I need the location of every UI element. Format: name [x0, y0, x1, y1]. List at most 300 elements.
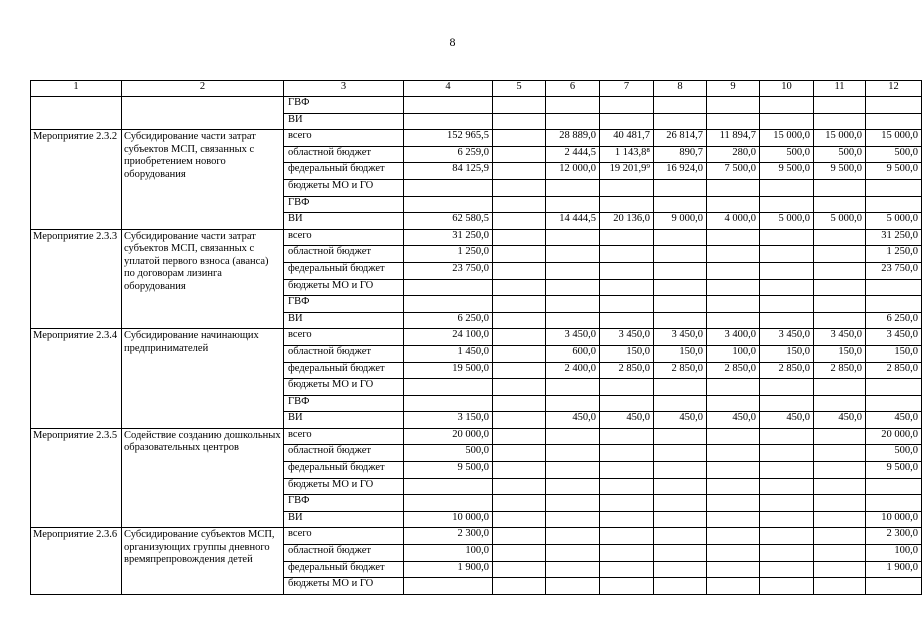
- event-description-cell: Субсидирование начинающих предпринимателей: [122, 329, 284, 429]
- amount-cell: [654, 262, 707, 279]
- amount-cell: [707, 462, 760, 479]
- funding-source-cell: всего: [284, 229, 404, 246]
- amount-cell: [493, 312, 546, 329]
- table-row: [31, 528, 922, 545]
- funding-source-cell: всего: [284, 329, 404, 346]
- funding-source-cell: федеральный бюджет: [284, 163, 404, 180]
- amount-cell: [546, 395, 600, 412]
- amount-cell: [866, 296, 922, 313]
- event-name-cell: Мероприятие 2.3.5: [31, 428, 122, 528]
- amount-cell: 100,0: [707, 345, 760, 362]
- funding-source-cell: федеральный бюджет: [284, 561, 404, 578]
- amount-cell: [600, 296, 654, 313]
- amount-cell: [600, 445, 654, 462]
- column-header: 7: [600, 81, 654, 97]
- amount-cell: [546, 511, 600, 528]
- amount-cell: [546, 478, 600, 495]
- amount-cell: [493, 130, 546, 147]
- amount-cell: 62 580,5: [404, 213, 493, 230]
- amount-cell: 600,0: [546, 345, 600, 362]
- amount-cell: 10 000,0: [866, 511, 922, 528]
- amount-cell: 500,0: [404, 445, 493, 462]
- amount-cell: [546, 279, 600, 296]
- amount-cell: 23 750,0: [404, 262, 493, 279]
- amount-cell: [654, 395, 707, 412]
- funding-source-cell: бюджеты МО и ГО: [284, 478, 404, 495]
- amount-cell: 3 450,0: [760, 329, 814, 346]
- event-description-cell: [122, 97, 284, 130]
- amount-cell: [760, 462, 814, 479]
- amount-cell: 7 500,0: [707, 163, 760, 180]
- amount-cell: [814, 462, 866, 479]
- amount-cell: [707, 179, 760, 196]
- amount-cell: [760, 445, 814, 462]
- funding-source-cell: ГВФ: [284, 395, 404, 412]
- amount-cell: [493, 113, 546, 130]
- column-header: 2: [122, 81, 284, 97]
- amount-cell: [760, 229, 814, 246]
- amount-cell: 84 125,9: [404, 163, 493, 180]
- amount-cell: [814, 578, 866, 595]
- amount-cell: [546, 179, 600, 196]
- amount-cell: 150,0: [600, 345, 654, 362]
- column-header: 6: [546, 81, 600, 97]
- amount-cell: [760, 379, 814, 396]
- amount-cell: 6 250,0: [866, 312, 922, 329]
- funding-source-cell: ВИ: [284, 213, 404, 230]
- amount-cell: [493, 511, 546, 528]
- amount-cell: [760, 312, 814, 329]
- amount-cell: [404, 179, 493, 196]
- amount-cell: [546, 262, 600, 279]
- amount-cell: [866, 395, 922, 412]
- funding-source-cell: всего: [284, 130, 404, 147]
- amount-cell: [707, 545, 760, 562]
- amount-cell: [493, 561, 546, 578]
- amount-cell: [600, 262, 654, 279]
- amount-cell: [600, 545, 654, 562]
- funding-source-cell: ВИ: [284, 511, 404, 528]
- funding-source-cell: бюджеты МО и ГО: [284, 179, 404, 196]
- amount-cell: [760, 179, 814, 196]
- amount-cell: [654, 511, 707, 528]
- amount-cell: [600, 495, 654, 512]
- amount-cell: 280,0: [707, 146, 760, 163]
- amount-cell: 4 000,0: [707, 213, 760, 230]
- amount-cell: 3 450,0: [814, 329, 866, 346]
- amount-cell: [760, 428, 814, 445]
- amount-cell: 40 481,7: [600, 130, 654, 147]
- amount-cell: 15 000,0: [814, 130, 866, 147]
- amount-cell: [546, 312, 600, 329]
- funding-source-cell: областной бюджет: [284, 146, 404, 163]
- amount-cell: 2 850,0: [654, 362, 707, 379]
- amount-cell: [707, 97, 760, 114]
- funding-source-cell: бюджеты МО и ГО: [284, 578, 404, 595]
- amount-cell: 16 924,0: [654, 163, 707, 180]
- table-row: [31, 329, 922, 346]
- funding-source-cell: федеральный бюджет: [284, 362, 404, 379]
- amount-cell: [654, 279, 707, 296]
- amount-cell: [493, 146, 546, 163]
- amount-cell: 9 000,0: [654, 213, 707, 230]
- amount-cell: [546, 113, 600, 130]
- amount-cell: 450,0: [866, 412, 922, 429]
- amount-cell: [404, 379, 493, 396]
- amount-cell: 5 000,0: [760, 213, 814, 230]
- amount-cell: [814, 545, 866, 562]
- amount-cell: [760, 545, 814, 562]
- amount-cell: [707, 428, 760, 445]
- amount-cell: [866, 478, 922, 495]
- amount-cell: [707, 312, 760, 329]
- amount-cell: [404, 296, 493, 313]
- table-row: [31, 97, 922, 114]
- amount-cell: [814, 495, 866, 512]
- amount-cell: 20 000,0: [404, 428, 493, 445]
- amount-cell: [707, 578, 760, 595]
- amount-cell: [707, 511, 760, 528]
- amount-cell: [546, 296, 600, 313]
- amount-cell: 9 500,0: [866, 462, 922, 479]
- column-header: 3: [284, 81, 404, 97]
- amount-cell: 3 450,0: [866, 329, 922, 346]
- amount-cell: [760, 511, 814, 528]
- amount-cell: [493, 279, 546, 296]
- amount-cell: [404, 279, 493, 296]
- column-header: 4: [404, 81, 493, 97]
- amount-cell: [654, 113, 707, 130]
- amount-cell: 20 136,0: [600, 213, 654, 230]
- amount-cell: [493, 528, 546, 545]
- amount-cell: [760, 246, 814, 263]
- amount-cell: 24 100,0: [404, 329, 493, 346]
- amount-cell: [493, 462, 546, 479]
- amount-cell: 19 201,9⁹: [600, 163, 654, 180]
- amount-cell: [600, 528, 654, 545]
- funding-source-cell: всего: [284, 528, 404, 545]
- amount-cell: 2 850,0: [707, 362, 760, 379]
- amount-cell: 1 250,0: [404, 246, 493, 263]
- amount-cell: [600, 113, 654, 130]
- amount-cell: [600, 179, 654, 196]
- amount-cell: [814, 179, 866, 196]
- amount-cell: [600, 578, 654, 595]
- amount-cell: 150,0: [760, 345, 814, 362]
- amount-cell: 6 259,0: [404, 146, 493, 163]
- amount-cell: 26 814,7: [654, 130, 707, 147]
- amount-cell: [707, 495, 760, 512]
- amount-cell: [493, 329, 546, 346]
- amount-cell: 3 400,0: [707, 329, 760, 346]
- amount-cell: 31 250,0: [404, 229, 493, 246]
- funding-source-cell: областной бюджет: [284, 246, 404, 263]
- amount-cell: 3 450,0: [546, 329, 600, 346]
- amount-cell: [600, 312, 654, 329]
- amount-cell: [493, 395, 546, 412]
- amount-cell: 15 000,0: [866, 130, 922, 147]
- amount-cell: [814, 428, 866, 445]
- event-description-cell: Субсидирование части затрат субъектов МСП, связанных с уплатой первого взноса (аванса) по договорам лизинга оборудования: [122, 229, 284, 329]
- amount-cell: 2 850,0: [814, 362, 866, 379]
- amount-cell: [814, 312, 866, 329]
- amount-cell: 150,0: [654, 345, 707, 362]
- amount-cell: [707, 478, 760, 495]
- amount-cell: 2 300,0: [866, 528, 922, 545]
- table-row: [31, 130, 922, 147]
- amount-cell: 11 894,7: [707, 130, 760, 147]
- amount-cell: [404, 113, 493, 130]
- amount-cell: [760, 196, 814, 213]
- amount-cell: 9 500,0: [760, 163, 814, 180]
- amount-cell: 450,0: [546, 412, 600, 429]
- event-name-cell: Мероприятие 2.3.2: [31, 130, 122, 230]
- funding-source-cell: бюджеты МО и ГО: [284, 279, 404, 296]
- amount-cell: 19 500,0: [404, 362, 493, 379]
- amount-cell: [493, 578, 546, 595]
- amount-cell: [866, 578, 922, 595]
- amount-cell: 2 850,0: [866, 362, 922, 379]
- amount-cell: 1 250,0: [866, 246, 922, 263]
- amount-cell: 500,0: [814, 146, 866, 163]
- budget-table: [30, 80, 922, 595]
- column-header: 11: [814, 81, 866, 97]
- amount-cell: [654, 229, 707, 246]
- amount-cell: [493, 379, 546, 396]
- event-name-cell: Мероприятие 2.3.3: [31, 229, 122, 329]
- amount-cell: [654, 545, 707, 562]
- amount-cell: [546, 495, 600, 512]
- event-description-cell: Субсидирование субъектов МСП, организующих группы дневного времяпрепровождения детей: [122, 528, 284, 594]
- amount-cell: [546, 246, 600, 263]
- amount-cell: [707, 262, 760, 279]
- amount-cell: [493, 445, 546, 462]
- amount-cell: [493, 179, 546, 196]
- amount-cell: [600, 246, 654, 263]
- table-row: [31, 428, 922, 445]
- amount-cell: [814, 279, 866, 296]
- table-body: [31, 97, 922, 595]
- amount-cell: [814, 262, 866, 279]
- amount-cell: [600, 428, 654, 445]
- amount-cell: [493, 163, 546, 180]
- amount-cell: [654, 296, 707, 313]
- amount-cell: [814, 561, 866, 578]
- amount-cell: 9 500,0: [404, 462, 493, 479]
- amount-cell: [654, 578, 707, 595]
- amount-cell: [404, 478, 493, 495]
- amount-cell: [654, 462, 707, 479]
- amount-cell: [493, 229, 546, 246]
- amount-cell: [866, 495, 922, 512]
- amount-cell: 2 444,5: [546, 146, 600, 163]
- funding-source-cell: ВИ: [284, 412, 404, 429]
- amount-cell: [654, 428, 707, 445]
- amount-cell: [866, 97, 922, 114]
- amount-cell: [866, 196, 922, 213]
- amount-cell: [600, 229, 654, 246]
- amount-cell: 20 000,0: [866, 428, 922, 445]
- amount-cell: 2 300,0: [404, 528, 493, 545]
- column-header: 10: [760, 81, 814, 97]
- amount-cell: 150,0: [866, 345, 922, 362]
- amount-cell: 450,0: [600, 412, 654, 429]
- amount-cell: [493, 345, 546, 362]
- amount-cell: [814, 395, 866, 412]
- amount-cell: 3 450,0: [600, 329, 654, 346]
- amount-cell: [493, 196, 546, 213]
- amount-cell: [760, 262, 814, 279]
- amount-cell: 1 900,0: [866, 561, 922, 578]
- amount-cell: [493, 213, 546, 230]
- amount-cell: [546, 379, 600, 396]
- amount-cell: [814, 97, 866, 114]
- amount-cell: [760, 279, 814, 296]
- amount-cell: [707, 379, 760, 396]
- amount-cell: [760, 113, 814, 130]
- amount-cell: [654, 445, 707, 462]
- amount-cell: 450,0: [760, 412, 814, 429]
- amount-cell: 9 500,0: [866, 163, 922, 180]
- amount-cell: [707, 246, 760, 263]
- amount-cell: 28 889,0: [546, 130, 600, 147]
- amount-cell: [760, 478, 814, 495]
- header-row: [31, 81, 922, 97]
- funding-source-cell: федеральный бюджет: [284, 462, 404, 479]
- amount-cell: [404, 196, 493, 213]
- amount-cell: 1 900,0: [404, 561, 493, 578]
- amount-cell: [654, 528, 707, 545]
- amount-cell: [600, 279, 654, 296]
- amount-cell: [546, 229, 600, 246]
- amount-cell: 3 450,0: [654, 329, 707, 346]
- amount-cell: [654, 196, 707, 213]
- event-name-cell: Мероприятие 2.3.6: [31, 528, 122, 594]
- amount-cell: [707, 395, 760, 412]
- amount-cell: [404, 578, 493, 595]
- amount-cell: [404, 97, 493, 114]
- amount-cell: [866, 113, 922, 130]
- funding-source-cell: федеральный бюджет: [284, 262, 404, 279]
- amount-cell: 15 000,0: [760, 130, 814, 147]
- amount-cell: [493, 545, 546, 562]
- amount-cell: [546, 545, 600, 562]
- amount-cell: 3 150,0: [404, 412, 493, 429]
- amount-cell: [707, 296, 760, 313]
- amount-cell: [600, 511, 654, 528]
- amount-cell: [760, 296, 814, 313]
- amount-cell: 450,0: [707, 412, 760, 429]
- amount-cell: 12 000,0: [546, 163, 600, 180]
- amount-cell: [814, 528, 866, 545]
- amount-cell: [493, 428, 546, 445]
- column-header: 5: [493, 81, 546, 97]
- amount-cell: [814, 379, 866, 396]
- amount-cell: [546, 196, 600, 213]
- amount-cell: [814, 511, 866, 528]
- funding-source-cell: ГВФ: [284, 196, 404, 213]
- amount-cell: [654, 179, 707, 196]
- event-name-cell: Мероприятие 2.3.4: [31, 329, 122, 429]
- amount-cell: 6 250,0: [404, 312, 493, 329]
- funding-source-cell: ГВФ: [284, 296, 404, 313]
- funding-source-cell: областной бюджет: [284, 445, 404, 462]
- amount-cell: 890,7: [654, 146, 707, 163]
- amount-cell: [707, 279, 760, 296]
- amount-cell: [600, 97, 654, 114]
- amount-cell: 2 850,0: [760, 362, 814, 379]
- amount-cell: [600, 196, 654, 213]
- amount-cell: 23 750,0: [866, 262, 922, 279]
- amount-cell: [546, 578, 600, 595]
- amount-cell: [814, 196, 866, 213]
- amount-cell: 1 143,8⁸: [600, 146, 654, 163]
- event-name-cell: [31, 97, 122, 130]
- amount-cell: [707, 229, 760, 246]
- funding-source-cell: бюджеты МО и ГО: [284, 379, 404, 396]
- amount-cell: [493, 412, 546, 429]
- amount-cell: [707, 196, 760, 213]
- amount-cell: [760, 561, 814, 578]
- funding-source-cell: областной бюджет: [284, 345, 404, 362]
- amount-cell: 450,0: [654, 412, 707, 429]
- funding-source-cell: ВИ: [284, 312, 404, 329]
- amount-cell: [760, 395, 814, 412]
- amount-cell: [600, 395, 654, 412]
- amount-cell: [866, 179, 922, 196]
- funding-source-cell: ГВФ: [284, 495, 404, 512]
- amount-cell: [546, 97, 600, 114]
- amount-cell: [707, 528, 760, 545]
- amount-cell: [493, 296, 546, 313]
- amount-cell: [654, 478, 707, 495]
- amount-cell: [493, 97, 546, 114]
- funding-source-cell: ГВФ: [284, 97, 404, 114]
- amount-cell: [707, 113, 760, 130]
- amount-cell: 100,0: [404, 545, 493, 562]
- amount-cell: [600, 478, 654, 495]
- amount-cell: 2 400,0: [546, 362, 600, 379]
- amount-cell: [546, 561, 600, 578]
- amount-cell: [546, 445, 600, 462]
- amount-cell: 100,0: [866, 545, 922, 562]
- amount-cell: [814, 246, 866, 263]
- amount-cell: 150,0: [814, 345, 866, 362]
- amount-cell: [654, 379, 707, 396]
- amount-cell: [814, 445, 866, 462]
- amount-cell: [493, 495, 546, 512]
- amount-cell: [600, 379, 654, 396]
- column-header: 8: [654, 81, 707, 97]
- amount-cell: [866, 379, 922, 396]
- page-number: 8: [449, 35, 456, 49]
- event-description-cell: Содействие созданию дошкольных образовательных центров: [122, 428, 284, 528]
- amount-cell: 31 250,0: [866, 229, 922, 246]
- amount-cell: [654, 495, 707, 512]
- amount-cell: [546, 428, 600, 445]
- funding-source-cell: ВИ: [284, 113, 404, 130]
- amount-cell: [600, 561, 654, 578]
- amount-cell: 2 850,0: [600, 362, 654, 379]
- amount-cell: [493, 262, 546, 279]
- amount-cell: [760, 495, 814, 512]
- amount-cell: 500,0: [760, 146, 814, 163]
- amount-cell: 9 500,0: [814, 163, 866, 180]
- amount-cell: 500,0: [866, 146, 922, 163]
- amount-cell: 14 444,5: [546, 213, 600, 230]
- amount-cell: 10 000,0: [404, 511, 493, 528]
- amount-cell: [814, 296, 866, 313]
